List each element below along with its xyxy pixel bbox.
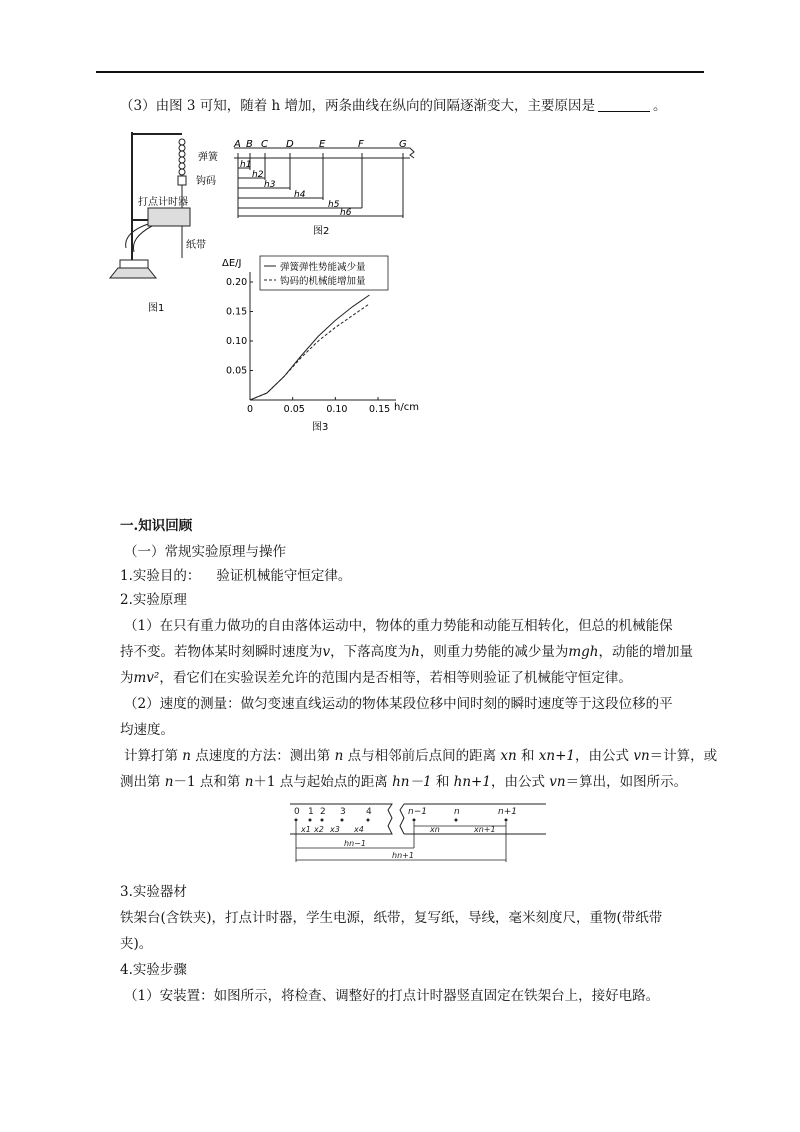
- p3-line2: 测出第 n－1 点和第 n＋1 点与起始点的距离 hn－1 和 hn+1，由公式 vn＝算出，如图所示。: [120, 774, 688, 790]
- legend-item-2: 钩码的机械能增加量: [280, 276, 366, 287]
- fig2-point-C: C: [261, 139, 268, 150]
- series-line-2: [250, 304, 369, 400]
- y-tick-label: 0.20: [226, 277, 248, 288]
- stand-base: [110, 268, 156, 278]
- y-tick-label: 0.15: [226, 306, 248, 318]
- fig2-caption: 图2: [313, 226, 330, 237]
- fig2-point-B: B: [246, 139, 253, 150]
- fig3-chart: [214, 252, 428, 436]
- item-1-label: 1.实验目的：: [120, 568, 201, 584]
- x-tick-label: 0.10: [326, 404, 348, 415]
- question-3: [120, 96, 667, 116]
- timer-icon: [148, 208, 190, 226]
- chart-series-group: [250, 295, 369, 400]
- item-4: 4.实验步骤: [120, 962, 187, 978]
- svg-text:x3: x3: [330, 825, 340, 834]
- item-1: [120, 566, 351, 586]
- spring-icon: [179, 139, 185, 175]
- x-tick-label: 0.05: [283, 404, 305, 415]
- fig2-h6: h6: [340, 208, 352, 218]
- chart-axes: [250, 272, 396, 400]
- fig2-point-A: A: [234, 139, 241, 150]
- fig2-point-F: F: [358, 139, 364, 150]
- svg-text:3: 3: [340, 807, 346, 817]
- fig2-point-E: E: [319, 139, 326, 150]
- svg-text:n: n: [454, 807, 460, 817]
- weight-icon: [178, 176, 186, 185]
- fig3-caption: 图3: [312, 422, 329, 433]
- svg-text:hn+1: hn+1: [392, 851, 414, 860]
- subheading-1: （一）常规实验原理与操作: [124, 544, 286, 560]
- p4-line1: 铁架台(含铁夹)，打点计时器，学生电源，纸带，复写纸，导线，毫米刻度尺，重物(带纸带: [120, 910, 663, 926]
- fig2-h3: h3: [264, 180, 276, 190]
- fig2-point-D: D: [286, 139, 294, 150]
- svg-text:1: 1: [308, 807, 314, 817]
- fig1-label-tape: 纸带: [186, 240, 206, 251]
- item-3: 3.实验器材: [120, 884, 187, 900]
- svg-text:x4: x4: [354, 825, 364, 834]
- p2-line1: （2）速度的测量：做匀变速直线运动的物体某段位移中间时刻的瞬时速度等于这段位移的平: [124, 696, 673, 712]
- y-tick-label: 0.10: [226, 336, 248, 347]
- svg-text:2: 2: [320, 807, 326, 817]
- p1-line2: 持不变。若物体某时刻瞬时速度为v，下落高度为h，则重力势能的减少量为mgh，动能的增加量: [120, 644, 693, 660]
- question-number: （3）: [120, 98, 156, 114]
- series-line-1: [250, 295, 369, 400]
- legend-item-1: 弹簧弹性势能减少量: [280, 262, 366, 273]
- question-end: 。: [653, 98, 667, 114]
- fig2-h4: h4: [294, 190, 306, 200]
- p5: （1）安装置：如图所示，将检查、调整好的打点计时器竖直固定在铁架台上，接好电路。: [124, 988, 660, 1004]
- fig2-h2: h2: [252, 170, 264, 180]
- answer-blank[interactable]: [598, 97, 650, 112]
- item-2: 2.实验原理: [120, 592, 187, 608]
- p4-line2: 夹)。: [120, 936, 153, 952]
- fig1-caption: 图1: [148, 303, 165, 314]
- chart-xlabel: h/cm: [394, 402, 419, 413]
- p3-line1: 计算打第 n 点速度的方法：测出第 n 点与相邻前后点间的距离 xn 和 xn+1，由公式 vn＝计算，或: [124, 748, 718, 764]
- svg-text:0: 0: [294, 807, 300, 817]
- fig1-label-timer: 打点计时器: [138, 197, 188, 208]
- fig2-tape: [228, 138, 418, 238]
- fig2-h5: h5: [328, 200, 340, 210]
- fig2-h1: h1: [240, 160, 252, 170]
- svg-text:n+1: n+1: [498, 807, 517, 817]
- question-text: 由图 3 可知，随着 h 增加，两条曲线在纵向的间隔逐渐变大，主要原因是: [155, 98, 596, 114]
- svg-text:x1: x1: [301, 825, 311, 834]
- svg-text:xn: xn: [430, 825, 440, 834]
- svg-text:hn−1: hn−1: [344, 839, 366, 848]
- svg-text:4: 4: [366, 807, 372, 817]
- fig1-label-weight: 钩码: [196, 176, 216, 187]
- svg-text:x2: x2: [314, 825, 324, 834]
- p1-line3: 为mv²，看它们在实验误差允许的范围内是否相等，若相等则验证了机械能守恒定律。: [120, 670, 632, 686]
- fig2-point-G: G: [399, 139, 407, 150]
- p2-line2: 均速度。: [120, 722, 174, 738]
- fig1-label-spring: 弹簧: [198, 152, 218, 163]
- x-tick-label: 0.15: [369, 404, 391, 415]
- y-tick-label: 0.05: [226, 365, 248, 377]
- svg-text:n−1: n−1: [408, 807, 427, 817]
- section-heading: 一.知识回顾: [120, 518, 193, 534]
- fig1-apparatus: [108, 128, 218, 318]
- tape-diagram: [284, 800, 552, 864]
- svg-text:xn+1: xn+1: [474, 825, 496, 834]
- header-rule: [96, 71, 704, 73]
- x-tick-label: 0: [247, 404, 254, 415]
- chart-ylabel: ΔE/J: [222, 258, 242, 269]
- item-1-text: 验证机械能守恒定律。: [216, 568, 352, 584]
- p1-line1: （1）在只有重力做功的自由落体运动中，物体的重力势能和动能互相转化，但总的机械能保: [124, 618, 673, 634]
